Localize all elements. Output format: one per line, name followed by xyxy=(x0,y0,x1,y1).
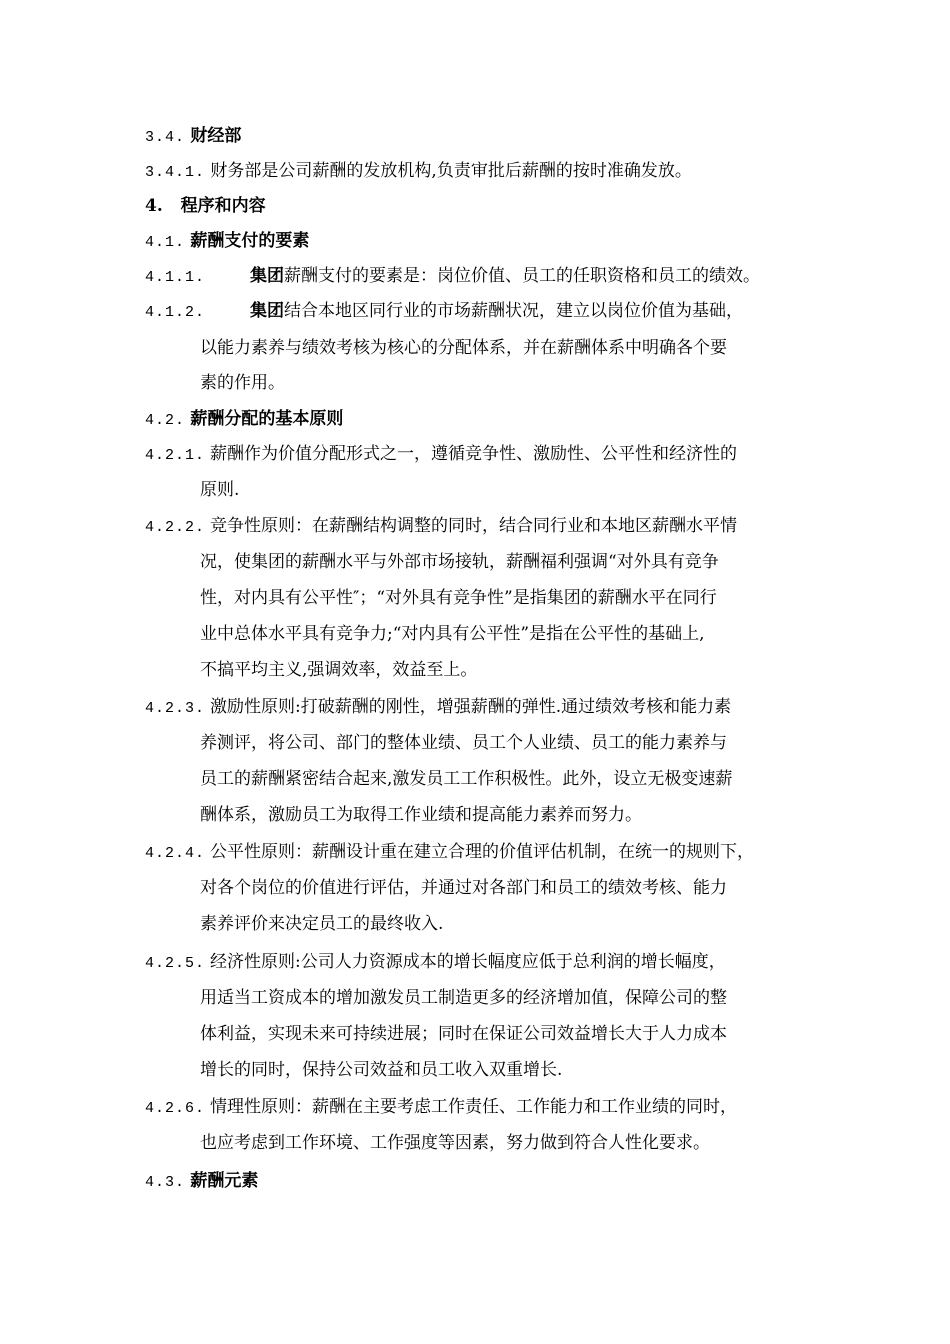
section-number: 4.1.1. xyxy=(145,269,206,286)
paragraph-line: 体利益，实现未来可持续进展；同时在保证公司效益增长大于人力成本 xyxy=(200,1024,727,1044)
paragraph-line: 性，对内具有公平性″；“对外具有竞争性”是指集团的薪酬水平在同行 xyxy=(200,588,717,608)
paragraph-text: 激励性原则:打破薪酬的刚性，增强薪酬的弹性.通过绩效考核和能力素 xyxy=(210,697,732,717)
paragraph-text: 薪酬支付的要素是：岗位价值、员工的任职资格和员工的绩效。 xyxy=(284,266,760,286)
paragraph-line: 员工的薪酬紧密结合起来,激发员工工作积极性。此外，设立无极变速薪 xyxy=(200,769,733,789)
paragraph-4-2-5 xyxy=(145,945,726,979)
paragraph-line: 以能力素养与绩效考核为核心的分配体系，并在薪酬体系中明确各个要 xyxy=(200,338,727,358)
section-3-4-heading xyxy=(145,119,241,153)
section-number: 4.2.6. xyxy=(145,1100,206,1117)
paragraph-line: 况，使集团的薪酬水平与外部市场接轨，薪酬福利强调“对外具有竞争 xyxy=(200,552,719,572)
paragraph-4-1-2 xyxy=(145,294,743,328)
bold-term: 集团 xyxy=(250,266,284,286)
section-number: 4.2.4. xyxy=(145,845,206,862)
section-number: 3.4. xyxy=(145,129,186,146)
section-4-3-heading xyxy=(145,1164,258,1198)
section-4-1-heading xyxy=(145,224,309,258)
paragraph-4-2-1 xyxy=(145,437,737,471)
section-number: 4.2. xyxy=(145,412,186,429)
paragraph-line: 用适当工资成本的增加激发员工制造更多的经济增加值，保障公司的整 xyxy=(200,988,727,1008)
paragraph-line: 增长的同时，保持公司效益和员工收入双重增长. xyxy=(200,1060,563,1080)
section-number: 4. xyxy=(145,196,163,216)
section-number: 4.2.1. xyxy=(145,447,206,464)
section-title: 薪酬支付的要素 xyxy=(190,231,310,251)
section-title: 薪酬元素 xyxy=(190,1171,259,1191)
paragraph-text: 经济性原则:公司人力资源成本的增长幅度应低于总利润的增长幅度， xyxy=(210,952,726,972)
section-title: 程序和内容 xyxy=(180,196,266,216)
paragraph-4-2-4 xyxy=(145,835,754,869)
section-4-heading xyxy=(145,189,266,223)
paragraph-line: 原则. xyxy=(200,480,240,500)
paragraph-3-4-1 xyxy=(145,154,692,188)
section-4-2-heading xyxy=(145,402,343,436)
paragraph-text: 竞争性原则：在薪酬结构调整的同时，结合同行业和本地区薪酬水平情 xyxy=(210,516,737,536)
section-number: 4.1.2. xyxy=(145,304,206,321)
paragraph-text: 公平性原则：薪酬设计重在建立合理的价值评估机制，在统一的规则下， xyxy=(210,842,754,862)
section-title: 薪酬分配的基本原则 xyxy=(190,409,344,429)
paragraph-4-2-3 xyxy=(145,690,731,724)
paragraph-line: 酬体系，激励员工为取得工作业绩和提高能力素养而努力。 xyxy=(200,805,642,825)
paragraph-line: 对各个岗位的价值进行评估，并通过对各部门和员工的绩效考核、能力 xyxy=(200,878,727,898)
paragraph-4-2-6 xyxy=(145,1090,737,1124)
section-title: 财经部 xyxy=(190,126,242,146)
paragraph-4-1-1 xyxy=(145,259,760,293)
paragraph-line: 也应考虑到工作环境、工作强度等因素，努力做到符合人性化要求。 xyxy=(200,1133,710,1153)
section-number: 4.2.5. xyxy=(145,955,206,972)
paragraph-text: 薪酬作为价值分配形式之一，遵循竞争性、激励性、公平性和经济性的 xyxy=(210,444,737,464)
paragraph-line: 业中总体水平具有竞争力;“对内具有公平性”是指在公平性的基础上, xyxy=(200,624,705,644)
section-number: 4.3. xyxy=(145,1174,186,1191)
paragraph-text: 情理性原则：薪酬在主要考虑工作责任、工作能力和工作业绩的同时， xyxy=(210,1097,737,1117)
paragraph-line: 素养评价来决定员工的最终收入. xyxy=(200,914,444,934)
bold-term: 集团 xyxy=(250,301,284,321)
section-number: 3.4.1. xyxy=(145,164,206,181)
section-number: 4.1. xyxy=(145,234,186,251)
paragraph-text: 财务部是公司薪酬的发放机构,负责审批后薪酬的按时准确发放。 xyxy=(210,161,692,181)
paragraph-text: 结合本地区同行业的市场薪酬状况，建立以岗位价值为基础， xyxy=(284,301,743,321)
paragraph-4-2-2 xyxy=(145,509,737,543)
paragraph-line: 养测评，将公司、部门的整体业绩、员工个人业绩、员工的能力素养与 xyxy=(200,733,727,753)
paragraph-line: 不搞平均主义,强调效率，效益至上。 xyxy=(200,660,478,680)
section-number: 4.2.2. xyxy=(145,519,206,536)
section-number: 4.2.3. xyxy=(145,700,206,717)
paragraph-line: 素的作用。 xyxy=(200,373,285,393)
